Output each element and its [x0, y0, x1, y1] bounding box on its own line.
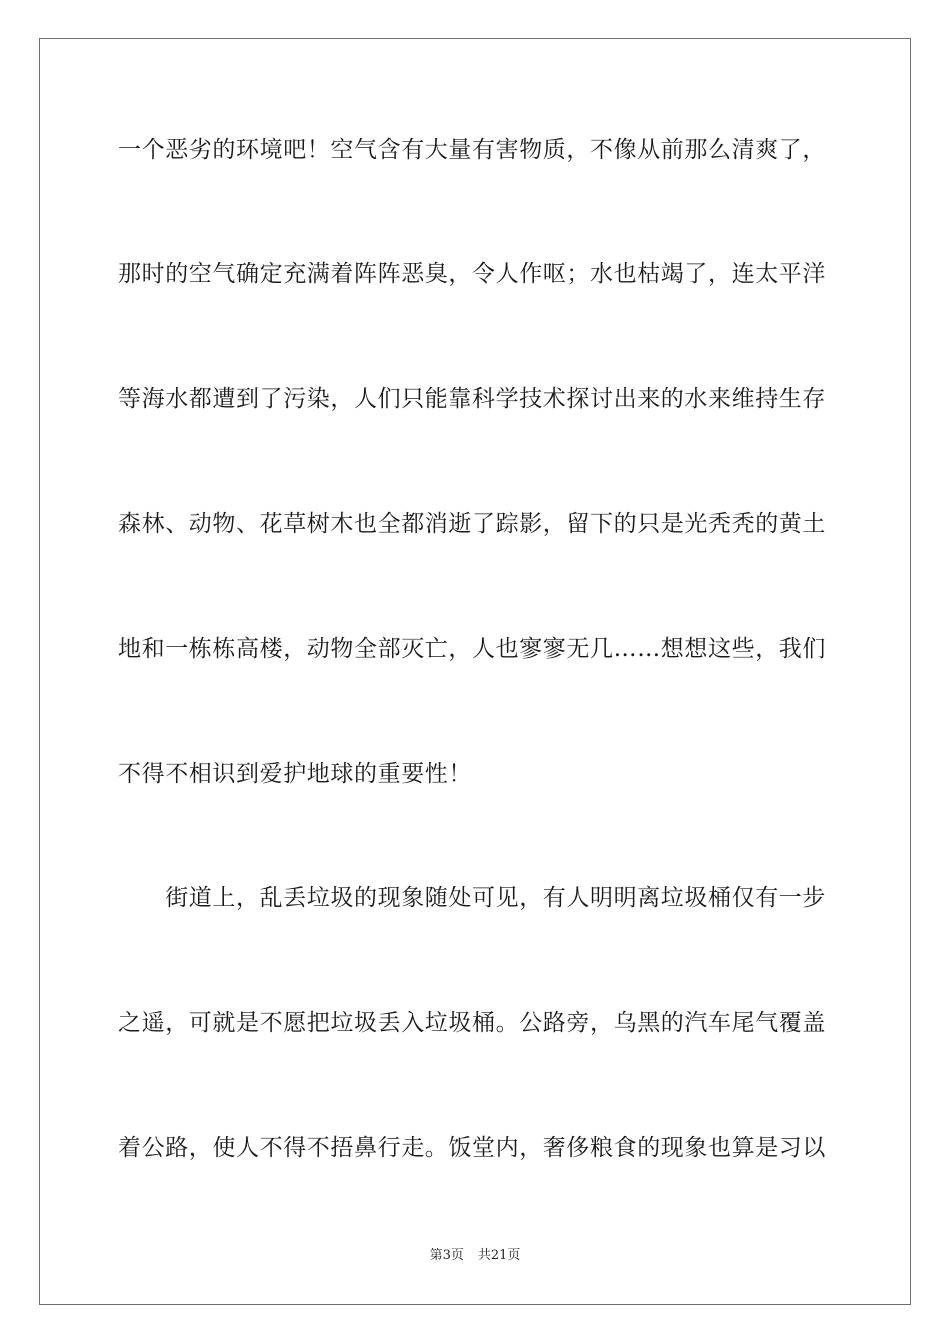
body-text-line: 一个恶劣的环境吧！空气含有大量有害物质，不像从前那么清爽了， — [118, 137, 826, 163]
body-text-line: 之遥，可就是不愿把垃圾丢入垃圾桶。公路旁，乌黑的汽车尾气覆盖 — [118, 1010, 826, 1036]
page-total: 共21页 — [477, 1248, 521, 1263]
body-text-line: 地和一栋栋高楼，动物全部灭亡，人也寥寥无几……想想这些，我们 — [118, 636, 826, 662]
body-text-line: 街道上，乱丢垃圾的现象随处可见，有人明明离垃圾桶仅有一步 — [118, 885, 826, 911]
body-text-line: 那时的空气确定充满着阵阵恶臭，令人作呕；水也枯竭了，连太平洋 — [118, 261, 826, 287]
page-border — [39, 38, 911, 1305]
body-text-line: 森林、动物、花草树木也全都消逝了踪影，留下的只是光秃秃的黄土 — [118, 511, 826, 537]
page-number: 第3页 — [429, 1248, 464, 1263]
page-footer — [0, 1248, 950, 1264]
body-text-line: 等海水都遭到了污染，人们只能靠科学技术探讨出来的水来维持生存 — [118, 386, 826, 412]
body-text-line: 不得不相识到爱护地球的重要性！ — [118, 761, 472, 787]
body-text-line: 着公路，使人不得不捂鼻行走。饭堂内，奢侈粮食的现象也算是习以 — [118, 1135, 826, 1161]
